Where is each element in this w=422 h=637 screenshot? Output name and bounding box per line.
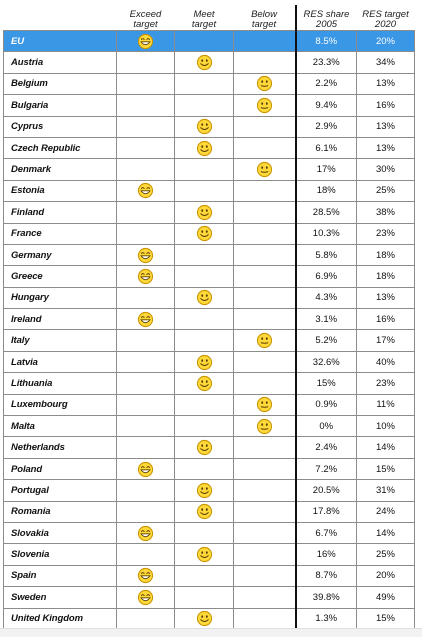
res-target-2020-value: 15% bbox=[357, 608, 415, 629]
table-row bbox=[4, 202, 415, 223]
exceed-target-cell bbox=[117, 244, 175, 265]
table-row bbox=[4, 180, 415, 201]
below-target-cell bbox=[234, 437, 296, 458]
res-share-2005-value: 20.5% bbox=[296, 480, 357, 501]
res-share-2005-value: 9.4% bbox=[296, 95, 357, 116]
country-name: Greece bbox=[4, 266, 117, 287]
meet-target-cell bbox=[175, 244, 234, 265]
table-row bbox=[4, 309, 415, 330]
below-target-cell bbox=[234, 373, 296, 394]
grinning-smiley-icon bbox=[137, 567, 154, 584]
country-name: Ireland bbox=[4, 309, 117, 330]
country-name: Spain bbox=[4, 565, 117, 586]
table-row bbox=[4, 137, 415, 158]
table-row bbox=[4, 565, 415, 586]
smiling-smiley-icon bbox=[196, 482, 213, 499]
exceed-target-cell bbox=[117, 137, 175, 158]
res-target-2020-value: 25% bbox=[357, 544, 415, 565]
res-target-table bbox=[3, 5, 415, 630]
exceed-target-cell bbox=[117, 416, 175, 437]
table-row bbox=[4, 116, 415, 137]
res-target-2020-value: 34% bbox=[357, 52, 415, 73]
exceed-target-cell bbox=[117, 351, 175, 372]
res-share-2005-value: 2.4% bbox=[296, 437, 357, 458]
exceed-target-cell bbox=[117, 180, 175, 201]
exceed-target-cell bbox=[117, 309, 175, 330]
exceed-target-cell bbox=[117, 480, 175, 501]
header-exceed-target: Exceed target bbox=[129, 9, 162, 30]
smiling-smiley-icon bbox=[196, 204, 213, 221]
below-target-cell bbox=[234, 458, 296, 479]
below-target-cell bbox=[234, 137, 296, 158]
country-name: Italy bbox=[4, 330, 117, 351]
table-row bbox=[4, 587, 415, 608]
exceed-target-cell bbox=[117, 223, 175, 244]
exceed-target-cell bbox=[117, 266, 175, 287]
below-target-cell bbox=[234, 330, 296, 351]
res-share-2005-value: 6.9% bbox=[296, 266, 357, 287]
below-target-cell bbox=[234, 394, 296, 415]
below-target-cell bbox=[234, 116, 296, 137]
table-row bbox=[4, 95, 415, 116]
exceed-target-cell bbox=[117, 202, 175, 223]
country-name: Cyprus bbox=[4, 116, 117, 137]
meet-target-cell bbox=[175, 501, 234, 522]
exceed-target-cell bbox=[117, 565, 175, 586]
meet-target-cell bbox=[175, 565, 234, 586]
country-name: United Kingdom bbox=[4, 608, 117, 629]
smiling-smiley-icon bbox=[196, 546, 213, 563]
res-share-2005-value: 6.1% bbox=[296, 137, 357, 158]
below-target-cell bbox=[234, 416, 296, 437]
table-row bbox=[4, 287, 415, 308]
table-row bbox=[4, 416, 415, 437]
res-target-2020-value: 16% bbox=[357, 95, 415, 116]
table-row bbox=[4, 52, 415, 73]
exceed-target-cell bbox=[117, 544, 175, 565]
res-target-2020-value: 40% bbox=[357, 351, 415, 372]
table-row bbox=[4, 544, 415, 565]
res-target-2020-value: 23% bbox=[357, 373, 415, 394]
country-name: Hungary bbox=[4, 287, 117, 308]
country-name: France bbox=[4, 223, 117, 244]
res-target-2020-value: 10% bbox=[357, 416, 415, 437]
res-share-2005-value: 17% bbox=[296, 159, 357, 180]
below-target-cell bbox=[234, 501, 296, 522]
meet-target-cell bbox=[175, 330, 234, 351]
below-target-cell bbox=[234, 608, 296, 629]
meet-target-cell bbox=[175, 287, 234, 308]
grinning-smiley-icon bbox=[137, 589, 154, 606]
below-target-cell bbox=[234, 522, 296, 543]
meet-target-cell bbox=[175, 544, 234, 565]
below-target-cell bbox=[234, 180, 296, 201]
res-share-2005-value: 32.6% bbox=[296, 351, 357, 372]
res-share-2005-value: 7.2% bbox=[296, 458, 357, 479]
res-share-2005-value: 5.8% bbox=[296, 244, 357, 265]
below-target-cell bbox=[234, 266, 296, 287]
exceed-target-cell bbox=[117, 52, 175, 73]
country-name: EU bbox=[4, 31, 117, 52]
table-body bbox=[4, 31, 415, 630]
meet-target-cell bbox=[175, 608, 234, 629]
country-name: Czech Republic bbox=[4, 137, 117, 158]
meet-target-cell bbox=[175, 373, 234, 394]
header-meet-target: Meet target bbox=[191, 9, 217, 30]
meet-target-cell bbox=[175, 202, 234, 223]
table-row bbox=[4, 373, 415, 394]
neutral-smiley-icon bbox=[256, 161, 273, 178]
smiling-smiley-icon bbox=[196, 439, 213, 456]
meet-target-cell bbox=[175, 52, 234, 73]
res-target-table-container bbox=[3, 5, 414, 630]
exceed-target-cell bbox=[117, 330, 175, 351]
smiling-smiley-icon bbox=[196, 140, 213, 157]
meet-target-cell bbox=[175, 73, 234, 94]
below-target-cell bbox=[234, 309, 296, 330]
grinning-smiley-icon bbox=[137, 268, 154, 285]
res-target-2020-value: 23% bbox=[357, 223, 415, 244]
res-share-2005-value: 3.1% bbox=[296, 309, 357, 330]
neutral-smiley-icon bbox=[256, 396, 273, 413]
header-below-target: Below target bbox=[234, 5, 296, 31]
res-share-2005-value: 4.3% bbox=[296, 287, 357, 308]
res-share-2005-value: 0.9% bbox=[296, 394, 357, 415]
header-res-share-2005: RES share 2005 bbox=[303, 9, 350, 30]
country-name: Netherlands bbox=[4, 437, 117, 458]
country-name: Portugal bbox=[4, 480, 117, 501]
below-target-cell bbox=[234, 287, 296, 308]
smiling-smiley-icon bbox=[196, 354, 213, 371]
meet-target-cell bbox=[175, 587, 234, 608]
country-name: Finland bbox=[4, 202, 117, 223]
table-row bbox=[4, 330, 415, 351]
country-name: Bulgaria bbox=[4, 95, 117, 116]
neutral-smiley-icon bbox=[256, 75, 273, 92]
below-target-cell bbox=[234, 244, 296, 265]
res-share-2005-value: 8.7% bbox=[296, 565, 357, 586]
country-name: Luxembourg bbox=[4, 394, 117, 415]
table-row bbox=[4, 608, 415, 629]
below-target-cell bbox=[234, 351, 296, 372]
exceed-target-cell bbox=[117, 31, 175, 52]
res-target-2020-value: 13% bbox=[357, 137, 415, 158]
table-header bbox=[4, 5, 415, 31]
exceed-target-cell bbox=[117, 95, 175, 116]
table-row bbox=[4, 266, 415, 287]
country-name: Malta bbox=[4, 416, 117, 437]
res-target-2020-value: 49% bbox=[357, 587, 415, 608]
neutral-smiley-icon bbox=[256, 332, 273, 349]
below-target-cell bbox=[234, 565, 296, 586]
below-target-cell bbox=[234, 223, 296, 244]
exceed-target-cell bbox=[117, 373, 175, 394]
below-target-cell bbox=[234, 52, 296, 73]
country-name: Sweden bbox=[4, 587, 117, 608]
table-row bbox=[4, 501, 415, 522]
res-share-2005-value: 39.8% bbox=[296, 587, 357, 608]
grinning-smiley-icon bbox=[137, 33, 154, 50]
smiling-smiley-icon bbox=[196, 610, 213, 627]
country-name: Lithuania bbox=[4, 373, 117, 394]
res-share-2005-value: 18% bbox=[296, 180, 357, 201]
below-target-cell bbox=[234, 95, 296, 116]
table-row bbox=[4, 522, 415, 543]
grinning-smiley-icon bbox=[137, 525, 154, 542]
exceed-target-cell bbox=[117, 394, 175, 415]
table-row bbox=[4, 73, 415, 94]
meet-target-cell bbox=[175, 480, 234, 501]
res-target-2020-value: 13% bbox=[357, 73, 415, 94]
res-target-2020-value: 18% bbox=[357, 266, 415, 287]
grinning-smiley-icon bbox=[137, 247, 154, 264]
grinning-smiley-icon bbox=[137, 182, 154, 199]
res-share-2005-value: 28.5% bbox=[296, 202, 357, 223]
below-target-cell bbox=[234, 587, 296, 608]
exceed-target-cell bbox=[117, 287, 175, 308]
res-share-2005-value: 5.2% bbox=[296, 330, 357, 351]
below-target-cell bbox=[234, 202, 296, 223]
smiling-smiley-icon bbox=[196, 118, 213, 135]
meet-target-cell bbox=[175, 266, 234, 287]
neutral-smiley-icon bbox=[256, 418, 273, 435]
res-share-2005-value: 16% bbox=[296, 544, 357, 565]
exceed-target-cell bbox=[117, 116, 175, 137]
country-name: Romania bbox=[4, 501, 117, 522]
table-row bbox=[4, 458, 415, 479]
res-target-2020-value: 16% bbox=[357, 309, 415, 330]
meet-target-cell bbox=[175, 95, 234, 116]
country-name: Poland bbox=[4, 458, 117, 479]
res-share-2005-value: 15% bbox=[296, 373, 357, 394]
country-name: Germany bbox=[4, 244, 117, 265]
header-res-target-2020: RES target 2020 bbox=[362, 9, 409, 30]
res-share-2005-value: 6.7% bbox=[296, 522, 357, 543]
meet-target-cell bbox=[175, 180, 234, 201]
meet-target-cell bbox=[175, 458, 234, 479]
res-share-2005-value: 0% bbox=[296, 416, 357, 437]
res-share-2005-value: 23.3% bbox=[296, 52, 357, 73]
exceed-target-cell bbox=[117, 587, 175, 608]
table-row bbox=[4, 394, 415, 415]
meet-target-cell bbox=[175, 351, 234, 372]
neutral-smiley-icon bbox=[256, 97, 273, 114]
table-row bbox=[4, 351, 415, 372]
res-target-2020-value: 18% bbox=[357, 244, 415, 265]
res-target-2020-value: 24% bbox=[357, 501, 415, 522]
exceed-target-cell bbox=[117, 437, 175, 458]
res-share-2005-value: 2.2% bbox=[296, 73, 357, 94]
res-target-2020-value: 20% bbox=[357, 31, 415, 52]
res-target-2020-value: 15% bbox=[357, 458, 415, 479]
below-target-cell bbox=[234, 31, 296, 52]
meet-target-cell bbox=[175, 116, 234, 137]
country-name: Estonia bbox=[4, 180, 117, 201]
table-row bbox=[4, 480, 415, 501]
table-row bbox=[4, 159, 415, 180]
res-target-2020-value: 14% bbox=[357, 522, 415, 543]
meet-target-cell bbox=[175, 223, 234, 244]
res-target-2020-value: 13% bbox=[357, 287, 415, 308]
smiling-smiley-icon bbox=[196, 289, 213, 306]
meet-target-cell bbox=[175, 137, 234, 158]
table-row bbox=[4, 31, 415, 52]
exceed-target-cell bbox=[117, 458, 175, 479]
below-target-cell bbox=[234, 73, 296, 94]
meet-target-cell bbox=[175, 416, 234, 437]
below-target-cell bbox=[234, 480, 296, 501]
res-target-2020-value: 31% bbox=[357, 480, 415, 501]
table-row bbox=[4, 223, 415, 244]
country-name: Latvia bbox=[4, 351, 117, 372]
table-row bbox=[4, 437, 415, 458]
below-target-cell bbox=[234, 544, 296, 565]
country-name: Denmark bbox=[4, 159, 117, 180]
res-target-2020-value: 13% bbox=[357, 116, 415, 137]
smiling-smiley-icon bbox=[196, 225, 213, 242]
meet-target-cell bbox=[175, 394, 234, 415]
meet-target-cell bbox=[175, 159, 234, 180]
exceed-target-cell bbox=[117, 501, 175, 522]
meet-target-cell bbox=[175, 437, 234, 458]
country-name: Austria bbox=[4, 52, 117, 73]
res-target-2020-value: 14% bbox=[357, 437, 415, 458]
country-name: Slovenia bbox=[4, 544, 117, 565]
meet-target-cell bbox=[175, 31, 234, 52]
res-target-2020-value: 20% bbox=[357, 565, 415, 586]
res-target-2020-value: 25% bbox=[357, 180, 415, 201]
smiling-smiley-icon bbox=[196, 503, 213, 520]
header-row bbox=[4, 5, 415, 31]
grinning-smiley-icon bbox=[137, 311, 154, 328]
res-target-2020-value: 38% bbox=[357, 202, 415, 223]
res-share-2005-value: 1.3% bbox=[296, 608, 357, 629]
smiling-smiley-icon bbox=[196, 54, 213, 71]
res-share-2005-value: 17.8% bbox=[296, 501, 357, 522]
res-target-2020-value: 11% bbox=[357, 394, 415, 415]
country-name: Slovakia bbox=[4, 522, 117, 543]
grinning-smiley-icon bbox=[137, 461, 154, 478]
meet-target-cell bbox=[175, 309, 234, 330]
exceed-target-cell bbox=[117, 159, 175, 180]
res-target-2020-value: 30% bbox=[357, 159, 415, 180]
country-name: Belgium bbox=[4, 73, 117, 94]
meet-target-cell bbox=[175, 522, 234, 543]
exceed-target-cell bbox=[117, 73, 175, 94]
table-row bbox=[4, 244, 415, 265]
res-share-2005-value: 8.5% bbox=[296, 31, 357, 52]
res-target-2020-value: 17% bbox=[357, 330, 415, 351]
below-target-cell bbox=[234, 159, 296, 180]
exceed-target-cell bbox=[117, 522, 175, 543]
exceed-target-cell bbox=[117, 608, 175, 629]
smiling-smiley-icon bbox=[196, 375, 213, 392]
res-share-2005-value: 2.9% bbox=[296, 116, 357, 137]
res-share-2005-value: 10.3% bbox=[296, 223, 357, 244]
header-country bbox=[4, 5, 117, 31]
